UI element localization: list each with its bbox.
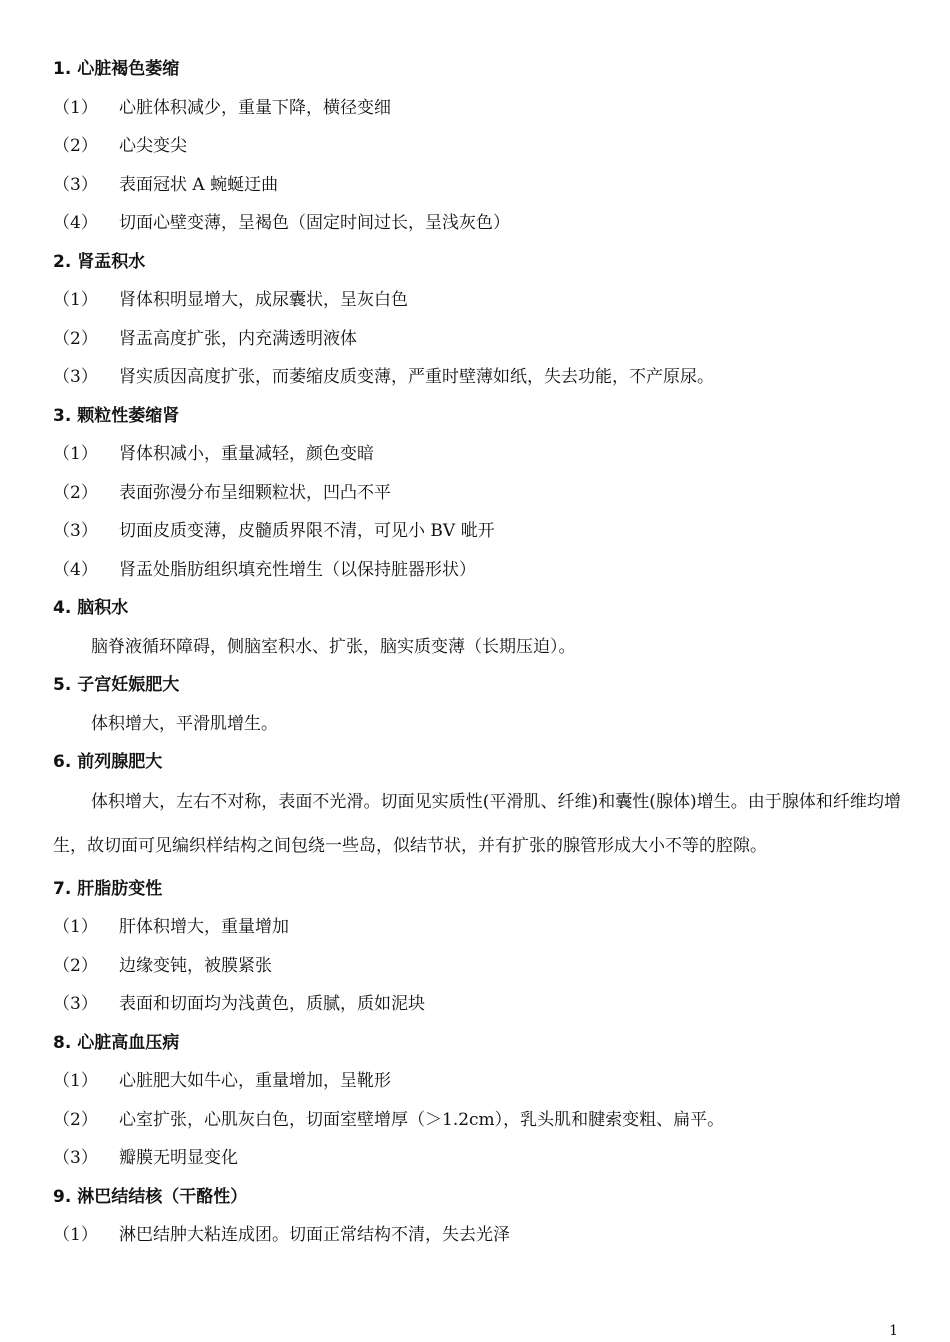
item-text: 表面和切面均为浅黄色，质腻，质如泥块 bbox=[119, 994, 425, 1014]
item-number: （1） bbox=[53, 1071, 98, 1091]
item-text: 切面心壁变薄，呈褐色（固定时间过长，呈浅灰色） bbox=[119, 213, 510, 233]
item-text: 边缘变钝，被膜紧张 bbox=[119, 955, 272, 976]
list-item bbox=[53, 89, 903, 128]
item-text: 瓣膜无明显变化 bbox=[119, 1148, 238, 1168]
item-text: 表面弥漫分布呈细颗粒状，凹凸不平 bbox=[119, 482, 391, 503]
section-heading: 6. 前列腺肥大 bbox=[53, 752, 163, 772]
section-heading: 5. 子宫妊娠肥大 bbox=[53, 675, 180, 695]
list-item bbox=[53, 1139, 903, 1178]
list-item bbox=[53, 551, 903, 590]
section-heading: 2. 肾盂积水 bbox=[53, 251, 146, 272]
item-number: （1） bbox=[53, 97, 98, 118]
section-heading: 8. 心脏高血压病 bbox=[53, 1032, 180, 1053]
list-item bbox=[53, 985, 903, 1024]
list-item bbox=[53, 908, 903, 947]
section-heading: 9. 淋巴结结核（干酪性） bbox=[53, 1186, 248, 1207]
item-text: 肾体积减小，重量减轻，颜色变暗 bbox=[119, 444, 374, 464]
item-number: （4） bbox=[53, 213, 98, 233]
item-text: 心脏体积减少，重量下降，横径变细 bbox=[119, 97, 391, 118]
item-number: （2） bbox=[53, 482, 98, 503]
section-paragraph: 体积增大，左右不对称，表面不光滑。切面见实质性(平滑肌、纤维)和囊性(腺体)增生。由于腺体和纤维均增生，故切面可见编织样结构之间包绕一些岛，似结节状，并有扩张的腺管形成大小不等的腔隙。 bbox=[53, 791, 901, 856]
item-text: 肾实质因高度扩张，而萎缩皮质变薄，严重时壁薄如纸，失去功能，不产原尿。 bbox=[119, 367, 714, 387]
section-paragraph: 体积增大，平滑肌增生。 bbox=[91, 713, 278, 734]
item-text: 肾盂处脂肪组织填充性增生（以保持脏器形状） bbox=[119, 559, 476, 580]
item-text: 肝体积增大，重量增加 bbox=[119, 917, 289, 937]
list-item bbox=[53, 1216, 903, 1255]
list-item bbox=[53, 474, 903, 513]
item-number: （3） bbox=[53, 521, 98, 541]
list-item bbox=[53, 281, 903, 320]
list-item bbox=[53, 947, 903, 986]
list-item bbox=[53, 512, 903, 551]
section-heading: 1. 心脏褐色萎缩 bbox=[53, 59, 180, 79]
section-heading: 4. 脑积水 bbox=[53, 598, 129, 618]
item-number: （3） bbox=[53, 1148, 98, 1168]
item-number: （3） bbox=[53, 174, 98, 195]
item-text: 淋巴结肿大粘连成团。切面正常结构不清，失去光泽 bbox=[119, 1225, 510, 1245]
item-text: 心室扩张，心肌灰白色，切面室壁增厚（＞1.2cm），乳头肌和腱索变粗、扁平。 bbox=[119, 1109, 725, 1130]
item-number: （3） bbox=[53, 994, 98, 1014]
item-number: （2） bbox=[53, 1109, 98, 1130]
item-number: （2） bbox=[53, 136, 98, 156]
list-item bbox=[53, 166, 903, 205]
list-item bbox=[53, 204, 903, 243]
list-item bbox=[53, 1062, 903, 1101]
item-number: （2） bbox=[53, 328, 98, 349]
item-number: （1） bbox=[53, 444, 98, 464]
section-heading: 3. 颗粒性萎缩肾 bbox=[53, 405, 180, 426]
section-heading: 7. 肝脂肪变性 bbox=[53, 878, 163, 899]
item-text: 肾体积明显增大，成尿囊状，呈灰白色 bbox=[119, 290, 408, 310]
document-body bbox=[53, 50, 903, 1255]
section-paragraph: 脑脊液循环障碍，侧脑室积水、扩张，脑实质变薄（长期压迫）。 bbox=[91, 636, 576, 657]
item-text: 表面冠状 A 蜿蜒迂曲 bbox=[119, 174, 279, 195]
list-item bbox=[53, 1101, 903, 1140]
list-item bbox=[53, 435, 903, 474]
item-number: （3） bbox=[53, 367, 98, 387]
item-text: 心脏肥大如牛心，重量增加，呈靴形 bbox=[119, 1071, 391, 1091]
page-number: 1 bbox=[889, 1323, 898, 1339]
item-number: （4） bbox=[53, 559, 98, 580]
item-text: 切面皮质变薄，皮髓质界限不清，可见小 BV 呲开 bbox=[119, 521, 495, 541]
item-number: （1） bbox=[53, 290, 98, 310]
item-text: 心尖变尖 bbox=[119, 136, 187, 156]
list-item bbox=[53, 320, 903, 359]
item-number: （1） bbox=[53, 917, 98, 937]
item-number: （2） bbox=[53, 955, 98, 976]
item-number: （1） bbox=[53, 1225, 98, 1245]
list-item bbox=[53, 127, 903, 166]
list-item bbox=[53, 358, 903, 397]
item-text: 肾盂高度扩张，内充满透明液体 bbox=[119, 328, 357, 349]
